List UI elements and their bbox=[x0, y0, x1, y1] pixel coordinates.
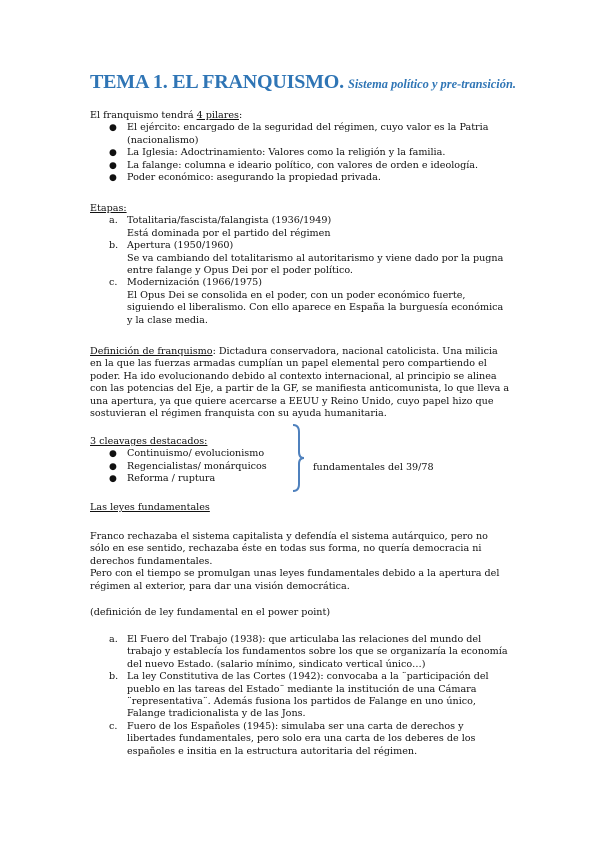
list-item bbox=[90, 215, 510, 240]
pilares-intro bbox=[90, 110, 510, 122]
leyes-note: (definición de ley fundamental en el power point) bbox=[90, 607, 331, 618]
title-main: TEMA 1. EL FRANQUISMO. bbox=[90, 71, 344, 93]
etapa-title: Modernización (1966/1975) bbox=[127, 277, 263, 289]
leyes-note-block bbox=[90, 607, 510, 619]
leyes-heading: Las leyes fundamentales bbox=[90, 502, 210, 513]
etapa-desc: El Opus Dei se consolida en el poder, con un poder económico fuerte, siguiendo el liberalismo. Con ello aparece en España la burguesía económica y la clase media. bbox=[127, 289, 504, 326]
list-marker: b. bbox=[109, 671, 119, 683]
bullet-icon: ● bbox=[109, 449, 117, 460]
definicion-text: : Dictadura conservadora, nacional catolicista. Una milicia en la que las fuerzas armadas cumplían un papel elemental pero compartiendo el poder. Ha ido evolucionando debido al contexto internacional, al principio se alinea con las potencias del Eje, a partir de la GF, se manifiesta anticomunista, lo que lleva a una apertura, ya que quiere acercarse a EEUU y Reino Unido, cuyo papel hizo que sostuvieran el régimen franquista con su ayuda humanitaria. bbox=[90, 346, 510, 420]
list-item bbox=[90, 160, 510, 172]
list-item-label: El ejército: encargado de la seguridad del régimen, cuyo valor es la Patria (nacionalismo) bbox=[127, 122, 489, 146]
bullet-icon: ● bbox=[109, 474, 117, 485]
definicion-section bbox=[90, 346, 510, 420]
list-marker: b. bbox=[109, 240, 119, 252]
list-item bbox=[90, 277, 510, 327]
etapa-title: Apertura (1950/1960) bbox=[127, 240, 234, 252]
bullet-icon: ● bbox=[109, 148, 117, 159]
list-item-label: Reforma / ruptura bbox=[127, 473, 216, 485]
list-marker: a. bbox=[109, 215, 118, 227]
list-item bbox=[90, 671, 510, 721]
etapa-desc: Se va cambiando del totalitarismo al autoritarismo y viene dado por la pugna entre falange y Opus Dei por el poder político. bbox=[127, 252, 504, 277]
leyes-list bbox=[90, 634, 510, 758]
list-item bbox=[90, 172, 510, 184]
cleavages-heading: 3 cleavages destacados: bbox=[90, 436, 208, 447]
bullet-icon: ● bbox=[109, 123, 117, 134]
etapa-desc: Está dominada por el partido del régimen bbox=[127, 227, 331, 239]
bullet-icon: ● bbox=[109, 461, 117, 472]
ley-text: Fuero de los Españoles (1945): simulaba ser una carta de derechos y libertades fundamentales, pero solo era una carta de los deberes de los españoles e insitia en la estructura autoritaria del régimen. bbox=[127, 720, 476, 757]
list-item bbox=[90, 147, 510, 159]
list-item-label: Continuismo/ evolucionismo bbox=[127, 448, 265, 460]
list-item-label: La Iglesia: Adoctrinamiento: Valores como la religión y la familia. bbox=[127, 147, 446, 159]
cleavages-note: fundamentales del 39/78 bbox=[313, 462, 434, 473]
definicion-label: Definición de franquismo bbox=[90, 346, 213, 357]
pilares-section bbox=[90, 110, 510, 184]
etapa-title: Totalitaria/fascista/falangista (1936/1949) bbox=[127, 215, 332, 227]
list-item bbox=[90, 122, 510, 147]
leyes-section bbox=[90, 502, 510, 514]
etapas-section bbox=[90, 203, 510, 327]
pilares-list bbox=[90, 122, 510, 184]
leyes-paragraph-2: Pero con el tiempo se promulgan unas leyes fundamentales debido a la apertura del régimen al exterior, para dar una visión democrática. bbox=[90, 568, 500, 592]
curly-brace-icon bbox=[291, 424, 305, 492]
etapas-list bbox=[90, 215, 510, 327]
pilares-intro-colon: : bbox=[238, 110, 243, 121]
list-item-label: Poder económico: asegurando la propiedad privada. bbox=[127, 172, 381, 184]
list-item bbox=[90, 634, 510, 671]
list-marker: a. bbox=[109, 634, 118, 645]
bullet-icon: ● bbox=[109, 173, 117, 184]
list-item bbox=[90, 721, 510, 758]
ley-text: El Fuero del Trabajo (1938): que articulaba las relaciones del mundo del trabajo y establecía los fundamentos sobre los que se organizaría la economía del nuevo Estado. (salario mínimo, sindicato vertical único…) bbox=[127, 634, 508, 670]
list-item bbox=[90, 240, 510, 277]
list-item-label: La falange: columna e ideario político, con valores de orden e ideología. bbox=[127, 159, 479, 171]
etapas-heading: Etapas: bbox=[90, 203, 127, 214]
bullet-icon: ● bbox=[109, 160, 117, 171]
leyes-list-block bbox=[90, 634, 510, 758]
title-subtitle: Sistema político y pre-transición. bbox=[347, 77, 516, 91]
list-marker: c. bbox=[109, 720, 118, 732]
leyes-paragraph-1: Franco rechazaba el sistema capitalista y defendía el sistema autárquico, pero no sólo en ese sentido, rechazaba éste en todas sus forma, no quería democracia ni derechos fundamentales. bbox=[90, 531, 488, 567]
pilares-intro-text: El franquismo tendrá bbox=[90, 110, 197, 121]
list-item-label: Regencialistas/ monárquicos bbox=[127, 460, 267, 472]
list-marker: c. bbox=[109, 277, 118, 289]
pilares-intro-underlined: 4 pilares bbox=[196, 110, 239, 121]
leyes-intro bbox=[90, 531, 510, 593]
definicion-paragraph bbox=[90, 346, 510, 420]
document-title bbox=[90, 71, 516, 93]
ley-text: La ley Constitutiva de las Cortes (1942): convocaba a la ¨participación del pueblo en las tareas del Estado¨ mediante la institución de una Cámara ¨representativa¨. Además fusiona los partidos de Falange en uno único, Falange tradicionalista y de las Jons. bbox=[127, 671, 489, 720]
